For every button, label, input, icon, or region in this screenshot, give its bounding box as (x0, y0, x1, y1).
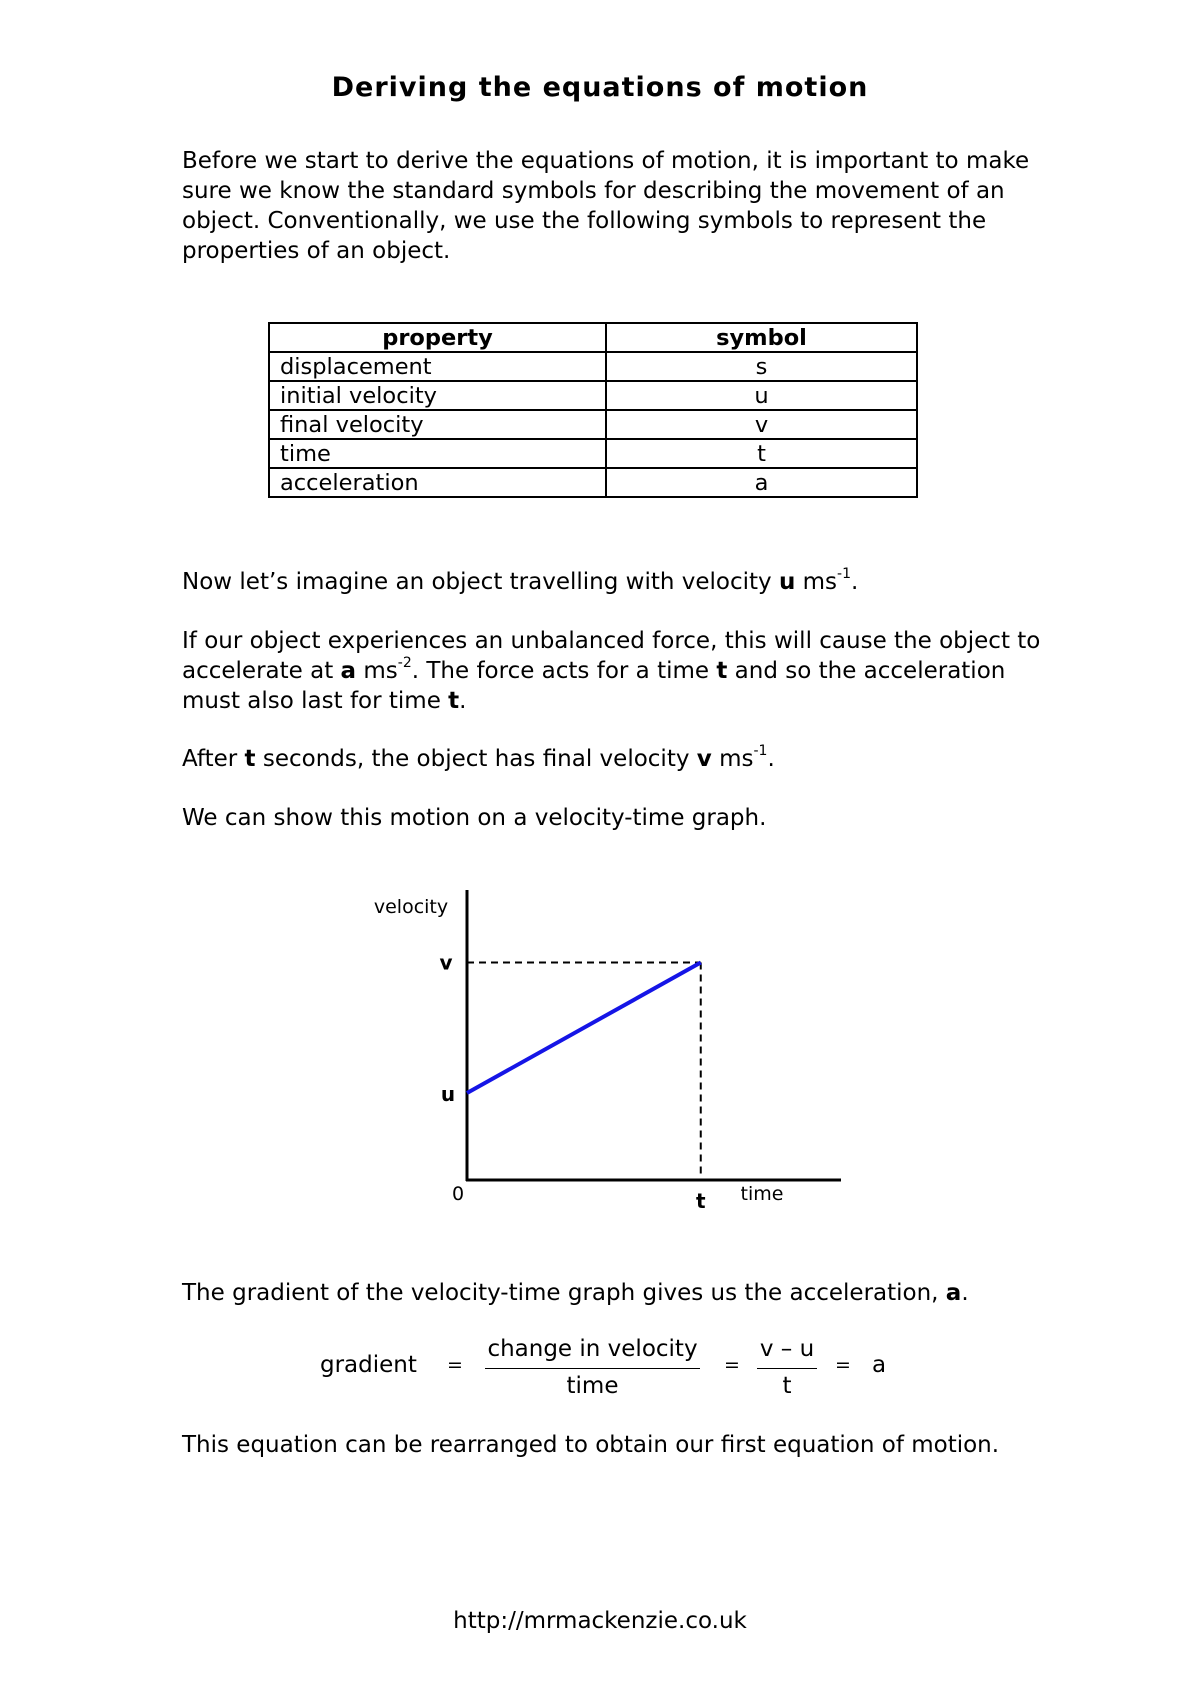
equals-sign: = (447, 1354, 463, 1376)
table-header-row (269, 323, 917, 352)
fraction-denominator: t (782, 1373, 792, 1399)
symbol-cell: v (606, 410, 917, 439)
table-row (269, 352, 917, 381)
tick-label-v: v (439, 950, 453, 975)
table-row (269, 439, 917, 468)
velocity-time-graph (360, 890, 850, 1230)
footer-url: http://mrmackenzie.co.uk (453, 1608, 747, 1634)
fraction-change-over-time (485, 1336, 700, 1399)
y-axis-label: velocity (373, 896, 449, 918)
table-row (269, 410, 917, 439)
origin-label: 0 (451, 1183, 465, 1205)
paragraph-initial-velocity: Now let’s imagine an object travelling with velocity u $ms^{-1}$. (182, 566, 859, 595)
page-title: Deriving the equations of motion (331, 72, 869, 103)
table-row (269, 468, 917, 497)
fraction-denominator: time (566, 1373, 619, 1399)
symbol-cell: a (606, 468, 917, 497)
symbol-cell: s (606, 352, 917, 381)
equation-lhs: gradient (320, 1352, 417, 1378)
property-cell: displacement (269, 352, 606, 381)
symbol-cell: t (606, 439, 917, 468)
symbol-cell: u (606, 381, 917, 410)
equals-sign: = (724, 1354, 740, 1376)
table-row (269, 381, 917, 410)
fraction-v-minus-u-over-t (757, 1336, 817, 1399)
paragraph-gradient: The gradient of the velocity-time graph gives us the acceleration, a. (182, 1280, 969, 1306)
x-axis-label: time (740, 1183, 784, 1205)
header-symbol: symbol (606, 323, 917, 352)
property-cell: acceleration (269, 468, 606, 497)
symbols-table (268, 322, 918, 498)
tick-label-u: u (440, 1082, 456, 1106)
paragraph-graph-intro: We can show this motion on a velocity-time graph. (182, 805, 767, 831)
intro-paragraph: Before we start to derive the equations of motion, it is important to make sure we know the standard symbols for describing the movement of an object. Conventionally, we use the following symbols to represent the properties of an object. (182, 148, 1030, 264)
fraction-numerator: v – u (757, 1336, 817, 1369)
property-cell: time (269, 439, 606, 468)
equals-sign: = (835, 1354, 851, 1376)
fraction-numerator: change in velocity (485, 1336, 700, 1369)
series-line-velocity (467, 963, 701, 1094)
paragraph-acceleration: If our object experiences an unbalanced force, this will cause the object to accelerate at a $ms^{-2}$. The force acts for a time t and so the acceleration must also last for time t. (182, 628, 1041, 714)
paragraph-conclusion: This equation can be rearranged to obtain our first equation of motion. (182, 1432, 1000, 1458)
header-property: property (269, 323, 606, 352)
property-cell: initial velocity (269, 381, 606, 410)
paragraph-final-velocity: After t seconds, the object has final velocity v $ms^{-1}$. (182, 743, 775, 772)
equation-rhs: a (872, 1352, 887, 1378)
tick-label-t: t (695, 1189, 706, 1213)
property-cell: final velocity (269, 410, 606, 439)
